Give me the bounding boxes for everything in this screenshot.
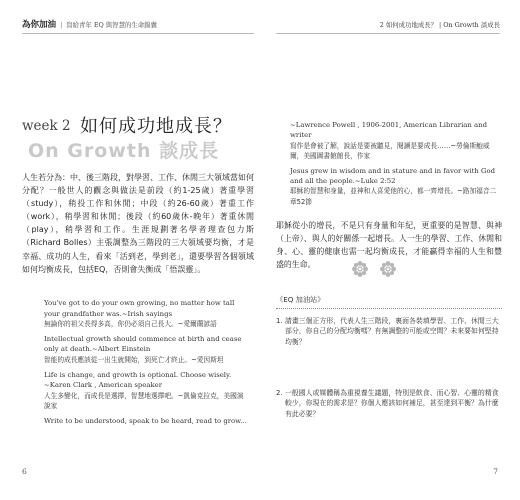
question-text: 請畫三個正方形，代表人生三階段，裏面各裝填學習、工作、休閒三大部分，你自己的分配均衡嗎？有無調整的可能或空間？未來要如何堅持均衡？ (285, 317, 499, 346)
body-paragraph: 耶穌從小的增長，不是只有身量和年紀，更重要的是智慧、與神（上帝）、與人的好關係一起增長。人一生的學習、工作、休閒和身、心、靈的健康也需一起均衡成長，才能贏得幸福的人生和豐盛的生命。 (276, 221, 502, 270)
quote-item (44, 416, 250, 427)
quote-chinese: 智能的成長應該從一出生就開始，到死亡才終止。~愛因斯坦 (44, 355, 224, 364)
quote-chinese: 寫作是會被了解，說話是要被聽見，閱讀是要成長……~勞倫斯鮑威爾，美國圖書館館長，作家 (290, 141, 490, 161)
quote-english: Intellectual growth should commence at birth and cease only at death.~Albert Einstein (44, 334, 242, 354)
quote-english: You've got to do your own growing, no matter how tall your grandfather was.~Irish sayings (44, 299, 235, 318)
quote-item (290, 120, 502, 162)
flower-ornament-icon (330, 260, 420, 278)
quote-chinese: 無論你的祖父長得多高，你仍必須自己長大。~愛爾蘭諺語 (44, 320, 217, 329)
right-page (260, 0, 520, 500)
header-separator: | (60, 21, 63, 29)
question-number: 1. (276, 317, 283, 325)
book-subtitle: 寫給青年 EQ 與智慧的生命錦囊 (66, 21, 157, 29)
chapter-title: 如何成功地成長？ (80, 116, 232, 137)
eq-question (276, 316, 502, 347)
quote-chinese: 人生多變化，而成長是選擇，智慧地選擇吧。~凱倫克拉克，美國演說家 (44, 391, 244, 411)
chapter-english-subtitle: On Growth 談成長 (28, 140, 220, 162)
left-running-header (22, 18, 254, 32)
eq-section-label: 《EQ 加油站》 (276, 295, 325, 304)
quote-item (44, 370, 250, 412)
quote-english: Write to be understood, speak to be heard, read to grow... (44, 416, 247, 425)
page-number: 6 (22, 467, 27, 476)
week-label: week 2 (22, 118, 71, 134)
book-title: 為你加油 (22, 20, 57, 30)
quote-item (44, 298, 250, 330)
quote-chinese: 耶穌的智慧和身量，並神和人喜愛他的心，都一齊增長。~路加福音二章52節 (290, 187, 497, 206)
quote-english: Jesus grew in wisdom and in stature and in favor with God and all the people.~Luke 2:52 (290, 166, 496, 186)
quote-list (290, 120, 502, 207)
quote-item (290, 166, 502, 208)
quote-english: Life is change, and growth is optional. Choose wisely. ~Karen Clark , American speaker (44, 370, 232, 390)
question-number: 2. (276, 389, 283, 397)
eq-question (276, 388, 502, 419)
header-rule (22, 33, 254, 34)
right-running-header: 2 如何成功地成長？ | On Growth 談成長 (379, 21, 500, 29)
quote-english: ~Lawrence Powell , 1906-2001, American Librarian and writer (290, 121, 487, 140)
page-number: 7 (493, 467, 498, 476)
question-text: 一般國人或媒體稱為重視養生議題，特別是飲食、而心智、心靈的精食較少，你現在的需求是？你個人應該如何補足，甚至達到平衡？為什麼有此必要？ (285, 389, 499, 418)
header-rule (276, 33, 500, 34)
body-paragraph: 人生若分為：中、後三階段，對學習、工作、休閒三大領域當如何分配？一般世人的觀念與做法是前段（約1-25歲）著重學習（study），稍投工作和休閒；中段（約26-60歲）著重工作（work），稍學習和休閒；後段（約60歲休-晚年）著重休閒（play），稍學習和工作。生涯規劃著名學者理查包力斯（Richard Bolles）主張調整為三階段的三大領域要均衡，才是幸福、成功的人生，看來「活到老，學到老」，還要學習各個領域如何均衡成長，包括EQ，否則會失衡成「悟誤靈」。 (22, 173, 254, 274)
quote-list (44, 298, 250, 427)
eq-divider (276, 308, 502, 309)
quote-item (44, 334, 250, 366)
